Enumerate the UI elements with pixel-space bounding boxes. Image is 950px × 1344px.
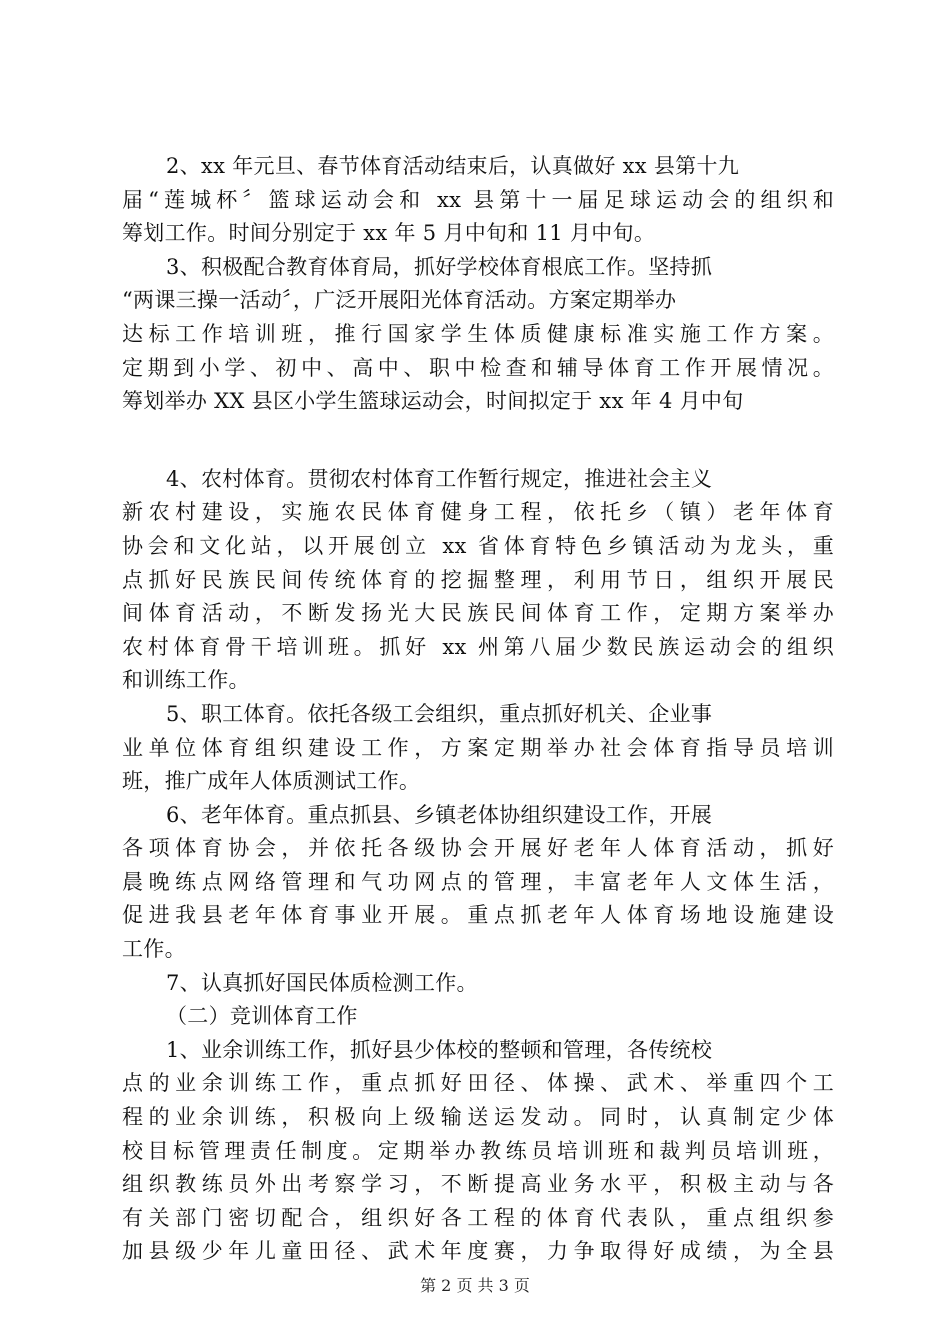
paragraph-gap — [122, 419, 834, 463]
paragraph-line: 间体育活动，不断发扬光大民族民间体育工作，定期方案举办 — [122, 601, 834, 626]
paragraph-line: 6、老年体育。重点抓县、乡镇老体协组织建设工作，开展 — [166, 802, 713, 827]
paragraph-line: 和训练工作。 — [122, 668, 250, 693]
paragraph-line: 促进我县老年体育事业开展。重点抓老年人体育场地设施建设 — [122, 903, 834, 928]
paragraph-line: 1、业余训练工作，抓好县少体校的整顿和管理，各传统校 — [166, 1037, 713, 1062]
paragraph-line: 校目标管理责任制度。定期举办教练员培训班和裁判员培训班， — [122, 1138, 834, 1163]
paragraph-line: 协会和文化站，以开展创立 xx 省体育特色乡镇活动为龙头，重 — [122, 533, 834, 558]
paragraph-line: 筹划工作。时间分别定于 xx 年 5 月中旬和 11 月中旬。 — [122, 221, 656, 246]
paragraph-line: 农村体育骨干培训班。抓好 xx 州第八届少数民族运动会的组织 — [122, 634, 834, 659]
paragraph-line: 有关部门密切配合，组织好各工程的体育代表队，重点组织参 — [122, 1205, 834, 1230]
section-heading: （二）竞训体育工作 — [166, 1004, 358, 1029]
paragraph-line: 3、积极配合教育体育局，抓好学校体育根底工作。坚持抓 — [166, 254, 713, 279]
paragraph-line: 达标工作培训班，推行国家学生体质健康标准实施工作方案。 — [122, 321, 834, 346]
paragraph-line: 新农村建设，实施农民体育健身工程，依托乡（镇）老年体育 — [122, 500, 834, 525]
paragraph-line: 筹划举办 XX 县区小学生篮球运动会，时间拟定于 xx 年 4 月中旬 — [122, 389, 744, 414]
paragraph-line: 组织教练员外出考察学习，不断提高业务水平，积极主动与各 — [122, 1172, 834, 1197]
paragraph-line: 定期到小学、初中、高中、职中检查和辅导体育工作开展情况。 — [122, 355, 834, 380]
paragraph-line: 班，推广成年人体质测试工作。 — [122, 769, 421, 794]
paragraph-line: 程的业余训练，积极向上级输送运发动。同时，认真制定少体 — [122, 1105, 834, 1130]
document-body — [122, 150, 834, 1269]
paragraph-line: 7、认真抓好国民体质检测工作。 — [166, 970, 478, 995]
paragraph-line: “两课三操一活动〞，广泛开展阳光体育活动。方案定期举办 — [122, 288, 677, 313]
paragraph-line: 各项体育协会，并依托各级协会开展好老年人体育活动，抓好 — [122, 836, 834, 861]
paragraph-line: 5、职工体育。依托各级工会组织，重点抓好机关、企业事 — [166, 701, 713, 726]
paragraph-line: 2、xx 年元旦、春节体育活动结束后，认真做好 xx 县第十九 — [166, 154, 740, 178]
paragraph-line: 业单位体育组织建设工作，方案定期举办社会体育指导员培训 — [122, 735, 834, 760]
paragraph-line: 4、农村体育。贯彻农村体育工作暂行规定，推进社会主义 — [166, 466, 713, 491]
paragraph-line: 点抓好民族民间传统体育的挖掘整理，利用节日，组织开展民 — [122, 567, 834, 592]
paragraph-line: 加县级少年儿童田径、武术年度赛，力争取得好成绩，为全县 — [122, 1239, 834, 1264]
paragraph-line: 晨晚练点网络管理和气功网点的管理，丰富老年人文体生活， — [122, 869, 834, 894]
paragraph-line: 点的业余训练工作，重点抓好田径、体操、武术、举重四个工 — [122, 1071, 834, 1096]
page-footer: 第 2 页 共 3 页 — [420, 1276, 530, 1295]
paragraph-line: 届“莲城杯〞篮球运动会和 xx 县第十一届足球运动会的组织和 — [122, 187, 834, 212]
paragraph-line: 工作。 — [122, 937, 186, 962]
